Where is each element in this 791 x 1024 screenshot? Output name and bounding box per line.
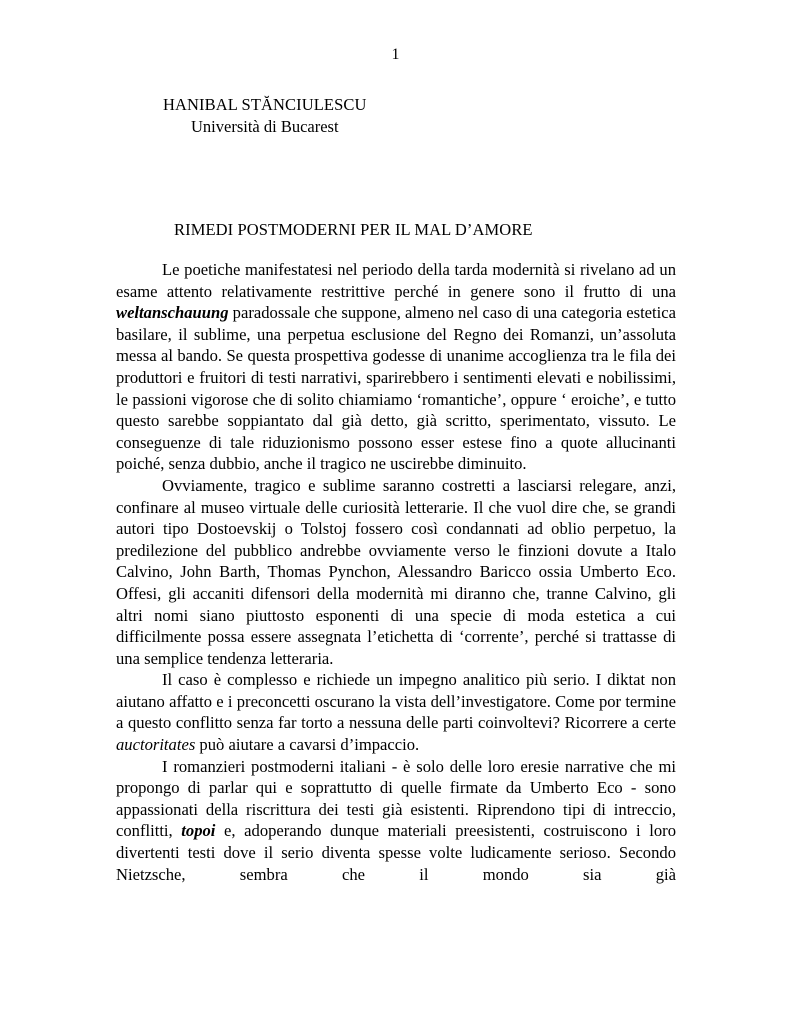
- paragraph-3: [116, 669, 676, 755]
- paragraph-1-text-b: paradossale che suppone, almeno nel caso di una categoria estetica basilare, il sublime, una perpetua esclusione del Regno dei Romanzi, un’assoluta messa al bando. Se questa prospettiva godesse di unanime accoglienza tra le fila dei produttori e fruitori di testi narrativi, sparirebbero i sentimenti elevati e nobilissimi, le passioni vigorose che di solito chiamiamo ‘romantiche’, oppure ‘ eroiche’, e tutto questo sarebbe soppiantato dal già detto, già scritto, sperimentato, vissuto. Le conseguenze di tale riduzionismo possono esser estese fino a quote allucinanti poiché, senza dubbio, anche il tragico ne uscirebbe diminuito.: [116, 303, 676, 474]
- paragraph-2: Ovviamente, tragico e sublime saranno costretti a lasciarsi relegare, anzi, confinare al museo virtuale delle curiosità letterarie. Il che vuol dire che, se grandi autori tipo Dostoevskij o Tolstoj fossero così condannati ad oblio perpetuo, la predilezione del pubblico andrebbe ovviamente verso le finzioni dovute a Italo Calvino, John Barth, Thomas Pynchon, Alessandro Baricco ossia Umberto Eco. Offesi, gli accaniti difensori della modernità mi diranno che, tranne Calvino, gli altri nomi siano piuttosto esponenti di una specie di moda estetica a cui difficilmente possa essere assegnata l’etichetta di ‘corrente’, perché si trattasse di una semplice tendenza letteraria.: [116, 475, 676, 668]
- paragraph-4-text-b: e, adoperando dunque materiali preesistenti, costruiscono i loro divertenti testi dove il serio diventa spesse volte ludicamente serioso. Secondo Nietzsche, sembra che il mondo sia già: [116, 821, 676, 884]
- page-number: 1: [391, 46, 400, 63]
- paragraph-4: [116, 756, 676, 886]
- paragraph-1-text-a: Le poetiche manifestatesi nel periodo della tarda modernità si rivelano ad un esame attento relativamente restrittive perché in genere sono il frutto di una: [116, 260, 676, 301]
- paragraph-3-emphasis: auctoritates: [116, 735, 196, 755]
- paragraph-3-text-a: Il caso è complesso e richiede un impegno analitico più serio. I diktat non aiutano affatto e i preconcetti oscurano la vista dell’investigatore. Come por termine a questo conflitto senza far torto a nessuna delle parti coinvoltevi? Ricorrere a certe: [116, 670, 676, 733]
- paragraph-4-text-a: I romanzieri postmoderni italiani - è solo delle loro eresie narrative che mi propongo di parlar qui e soprattutto di quelle firmate da Umberto Eco - sono appassionati della riscrittura dei testi già esistenti. Riprendono tipi di intreccio, conflitti,: [116, 756, 676, 841]
- article-title: RIMEDI POSTMODERNI PER IL MAL D’AMORE: [174, 220, 533, 239]
- paragraph-1-emphasis: weltanschauung: [116, 303, 229, 323]
- author-name: HANIBAL STĂNCIULESCU: [163, 95, 367, 114]
- paragraph-4-emphasis: topoi: [181, 821, 216, 841]
- author-affiliation: Università di Bucarest: [191, 117, 339, 136]
- paragraph-1: [116, 259, 676, 475]
- article-body: [116, 259, 676, 885]
- paragraph-3-text-b: può aiutare a cavarsi d’impaccio.: [195, 735, 420, 755]
